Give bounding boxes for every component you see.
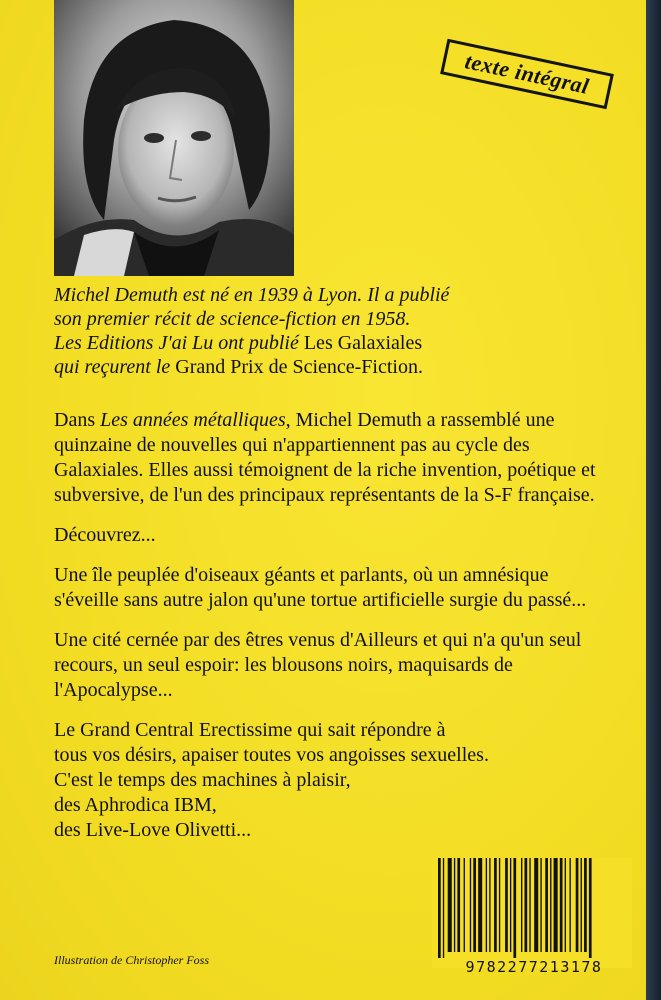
isbn-number: 9782277213178 (465, 958, 603, 976)
barcode-bar (464, 858, 465, 952)
blurb (54, 408, 614, 858)
barcode-bar (448, 858, 452, 952)
blurb-p5-line-4: des Aphrodica IBM, (54, 794, 217, 816)
barcode-bar (540, 858, 541, 952)
barcode-bar (489, 858, 490, 952)
barcode-bar (529, 858, 530, 952)
texte-integral-stamp: texte intégral (440, 39, 614, 110)
bio-line-4 (54, 355, 614, 379)
barcode-bar (565, 858, 566, 952)
barcode-bar (576, 858, 579, 952)
barcode-bar (454, 858, 455, 952)
bio-line-4-italic: qui reçurent le (54, 356, 176, 378)
barcode-bar (473, 858, 476, 952)
bio-line-3-italic: Les Editions J'ai Lu ont publié (54, 332, 304, 354)
barcode (432, 858, 632, 968)
author-photo (54, 0, 294, 276)
barcode-bar (505, 858, 508, 952)
bio-line-1: Michel Demuth est né en 1939 à Lyon. Il a publié (54, 284, 450, 306)
blurb-paragraph-3: Une île peuplée d'oiseaux géants et parlants, où un amnésique s'éveille sans autre jalon qu'une tortue artificielle surgie du passé... (54, 564, 587, 611)
blurb-p1-rest: , Michel Demuth a rassemblé une quinzaine de nouvelles qui n'appartiennent pas au cycle des Galaxiales. Elles aussi témoignent de la riche invention, poétique et subversive, de l'un des principaux représentants de la S-F française. (54, 409, 596, 506)
blurb-paragraph-2: Découvrez... (54, 524, 156, 546)
illustration-credit: Illustration de Christopher Foss (54, 953, 210, 967)
barcode-bar (470, 858, 471, 952)
blurb-p5-line-5: des Live-Love Olivetti... (54, 819, 252, 841)
bio-line-2: son premier récit de science-fiction en 1958. (54, 308, 411, 330)
bio-line-3-title: Les Galaxiales (303, 332, 423, 354)
blurb-p5-line-2: tous vos désirs, apaiser toutes vos angoisses sexuelles. (54, 744, 489, 766)
barcode-bar (545, 858, 548, 952)
barcode-bar (584, 858, 587, 952)
barcode-bar (486, 858, 487, 952)
blurb-p1-start: Dans (54, 409, 101, 431)
blurb-paragraph-4: Une cité cernée par des êtres venus d'Ailleurs et qui n'a qu'un seul recours, un seul espoir: les blousons noirs, maquisards de l'Apocalypse... (54, 629, 582, 701)
cover-edge (646, 0, 661, 1000)
barcode-bar (513, 858, 516, 958)
barcode-bar (457, 858, 460, 952)
barcode-bar (521, 858, 522, 952)
bio-line-3 (54, 331, 614, 355)
barcode-bar (438, 858, 441, 958)
barcode-bar (589, 858, 592, 958)
barcode-bar (560, 858, 563, 952)
barcode-bar (478, 858, 482, 952)
barcode-bar (443, 858, 444, 958)
barcode-bar (525, 858, 528, 952)
bio-line-4-award: Grand Prix de Science-Fiction. (175, 356, 423, 378)
barcode-bar (570, 858, 571, 952)
barcode-bar (499, 858, 500, 952)
blurb-p5-line-1: Le Grand Central Erectissime qui sait répondre à (54, 719, 446, 741)
barcode-bar (510, 858, 511, 952)
blurb-p5-line-3: C'est le temps des machines à plaisir, (54, 769, 351, 791)
book-title: Les années métalliques (100, 409, 286, 431)
barcode-bar (554, 858, 558, 952)
barcode-bar (534, 858, 538, 952)
barcode-bar (550, 858, 551, 952)
blurb-paragraph-5 (54, 718, 614, 843)
author-bio (54, 283, 614, 379)
blurb-paragraph-1 (54, 408, 614, 508)
barcode-bar (494, 858, 497, 952)
barcode-bar (581, 858, 582, 952)
